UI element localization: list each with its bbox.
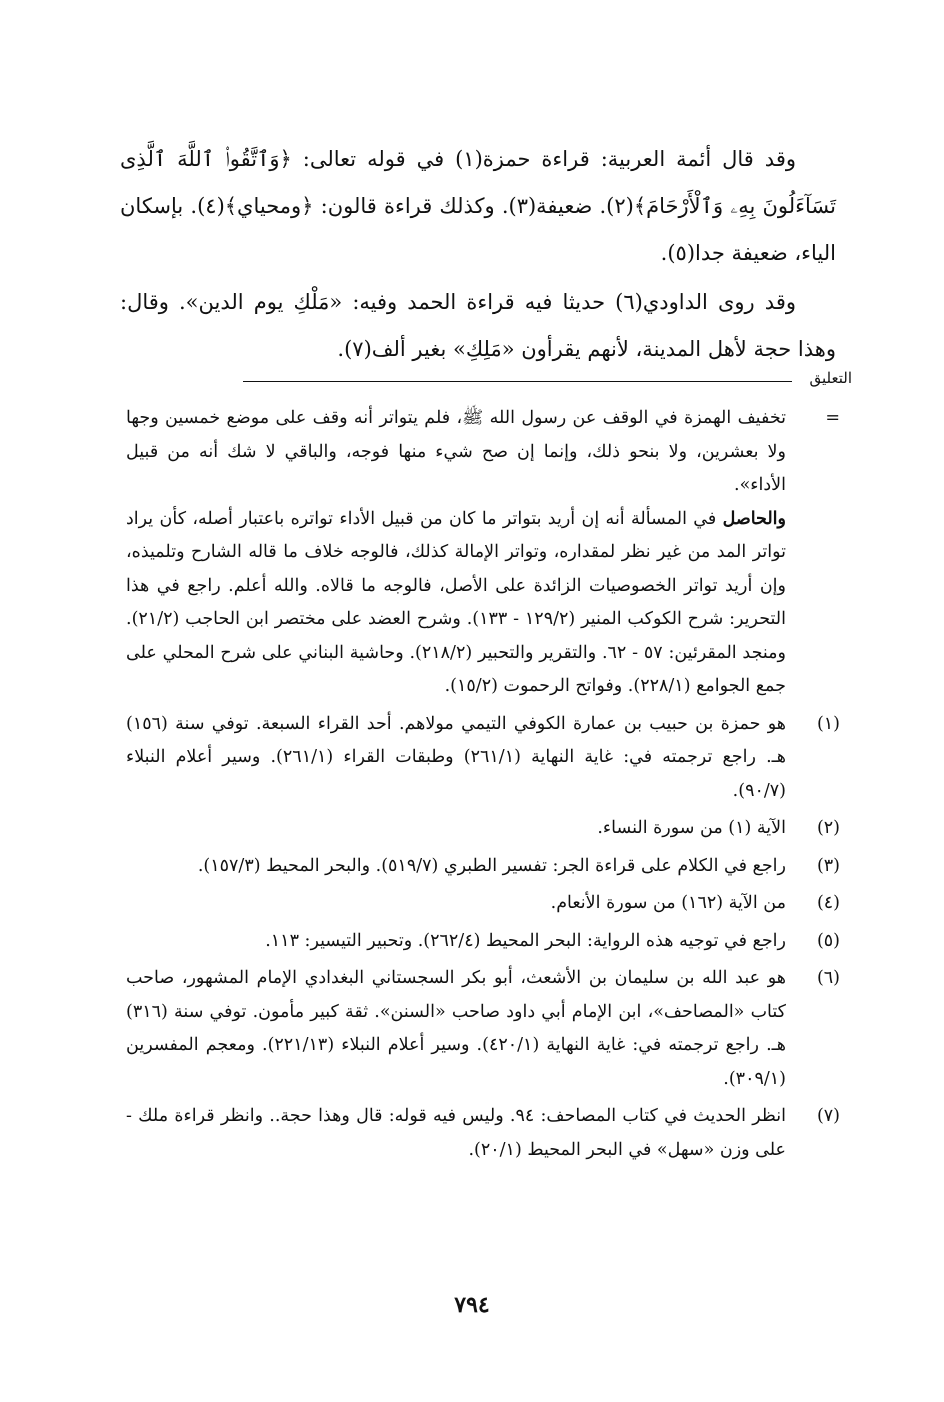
- footnote-1: [126, 708, 844, 809]
- footnote-number: (٧): [816, 1106, 840, 1126]
- footnotes: [126, 402, 844, 1167]
- footnote-continuation: [126, 402, 844, 704]
- footnote-text: الآية (١) من سورة النساء.: [597, 818, 786, 838]
- footnote-number: (٤): [816, 893, 840, 913]
- footnote-7: [126, 1100, 844, 1167]
- page-number: ٧٩٤: [454, 1292, 490, 1318]
- footnote-number: (١): [816, 713, 840, 734]
- footnote-text: هو عبد الله بن سليمان بن الأشعث، أبو بكر السجستاني البغدادي الإمام المشهور، صاحب كتاب «المصاحف»، ابن الإمام أبي داود صاحب «السنن». ثقة كبير مأمون. توفي سنة (٣١٦) هـ. راجع ترجمته في: غاية النهاية (٤٢٠/١). وسير أعلام النبلاء (٢٢١/١٣). ومعجم المفسرين (٣٠٩/١).: [126, 968, 787, 1089]
- footnote-4: [126, 887, 844, 921]
- footnote-text: انظر الحديث في كتاب المصاحف: ٩٤. وليس فيه قوله: قال وهذا حجة.. وانظر قراءة ملك - على وزن «سهل» في البحر المحيط (٢٠/١).: [126, 1106, 786, 1160]
- footnote-summary-text: في المسألة أنه إن أريد بتواتر ما كان من قبيل الأداء تواتره باعتبار أصله، كأن يراد تواتر المد من غير نظر لمقداره، وتواتر الإمالة كذلك، فالوجه خلاف ما قاله الشارح وتلميذه، وإن أريد تواتر الخصوصيات الزائدة على الأصل، فالوجه ما قالاه. والله أعلم. راجع في هذا التحرير: شرح الكوكب المنير (١٢٩/٢ - ١٣٣). وشرح العضد على مختصر ابن الحاجب (٢١/٢). ومنجد المقرئين: ٥٧ - ٦٢. والتقرير والتحبير (٢١٨/٢). وحاشية البناني على شرح المحلي على جمع الجوامع (٢٢٨/١). وفواتح الرحموت (١٥/٢).: [126, 508, 787, 696]
- bold-lead-word: والحاصل: [722, 508, 786, 529]
- footnote-summary-paragraph: [126, 503, 786, 704]
- footnote-text: هو حمزة بن حبيب بن عمارة الكوفي التيمي مولاهم. أحد القراء السبعة. توفي سنة (١٥٦) هـ. راجع ترجمته في: غاية النهاية (٢٦١/١) وطبقات القراء (٢٦١/١). وسير أعلام النبلاء (٩٠/٧).: [126, 713, 786, 801]
- footnote-text: من الآية (١٦٢) من سورة الأنعام.: [550, 893, 786, 913]
- main-paragraph-2: وقد روى الداودي(٦) حديثا فيه قراءة الحمد وفيه: «مَلْكِ يوم الدين». وقال: وهذا حجة لأهل المدينة، لأنهم يقرأون «مَلِكِ» بغير ألف(٧).: [120, 290, 836, 361]
- footnote-text: تخفيف الهمزة في الوقف عن رسول الله ﷺ، فلم يتواتر أنه وقف على موضع خمسين وجها ولا بعشرين، ولا بنحو ذلك، وإنما إن صح شيء منها فوجه، والباقي لا شك أنه من قبيل الأداء».: [126, 408, 786, 495]
- main-paragraph-1: وقد قال أئمة العربية: قراءة حمزة(١) في قوله تعالى: ﴿وَٱتَّقُوا۟ ٱللَّهَ ٱلَّذِى تَسَآءَلُونَ بِهِۦ وَٱلْأَرْحَامَ﴾(٢). ضعيفة(٣). وكذلك قراءة قالون: ﴿ومحياي﴾(٤). بإسكان الياء، ضعيفة جدا(٥).: [120, 147, 836, 265]
- commentary-label: التعليق: [809, 369, 852, 387]
- footnote-3: [126, 850, 844, 884]
- footnote-number: (٢): [816, 818, 840, 838]
- footnote-number: (٥): [816, 930, 840, 951]
- footnote-text: راجع في توجيه هذه الرواية: البحر المحيط (٢٦٢/٤). وتحبير التيسير: ١١٣.: [265, 930, 786, 951]
- separator-line: [243, 381, 792, 382]
- footnote-text: راجع في الكلام على قراءة الجر: تفسير الطبري (٥١٩/٧). والبحر المحيط (١٥٧/٣).: [197, 855, 786, 876]
- main-text: [120, 136, 836, 373]
- footnote-5: [126, 925, 844, 959]
- footnote-number: (٦): [816, 968, 840, 988]
- footnote-number: (٣): [816, 855, 840, 876]
- commentary-separator: [243, 368, 852, 388]
- footnote-6: [126, 962, 844, 1096]
- footnote-marker: =: [825, 408, 840, 428]
- footnote-2: [126, 812, 844, 846]
